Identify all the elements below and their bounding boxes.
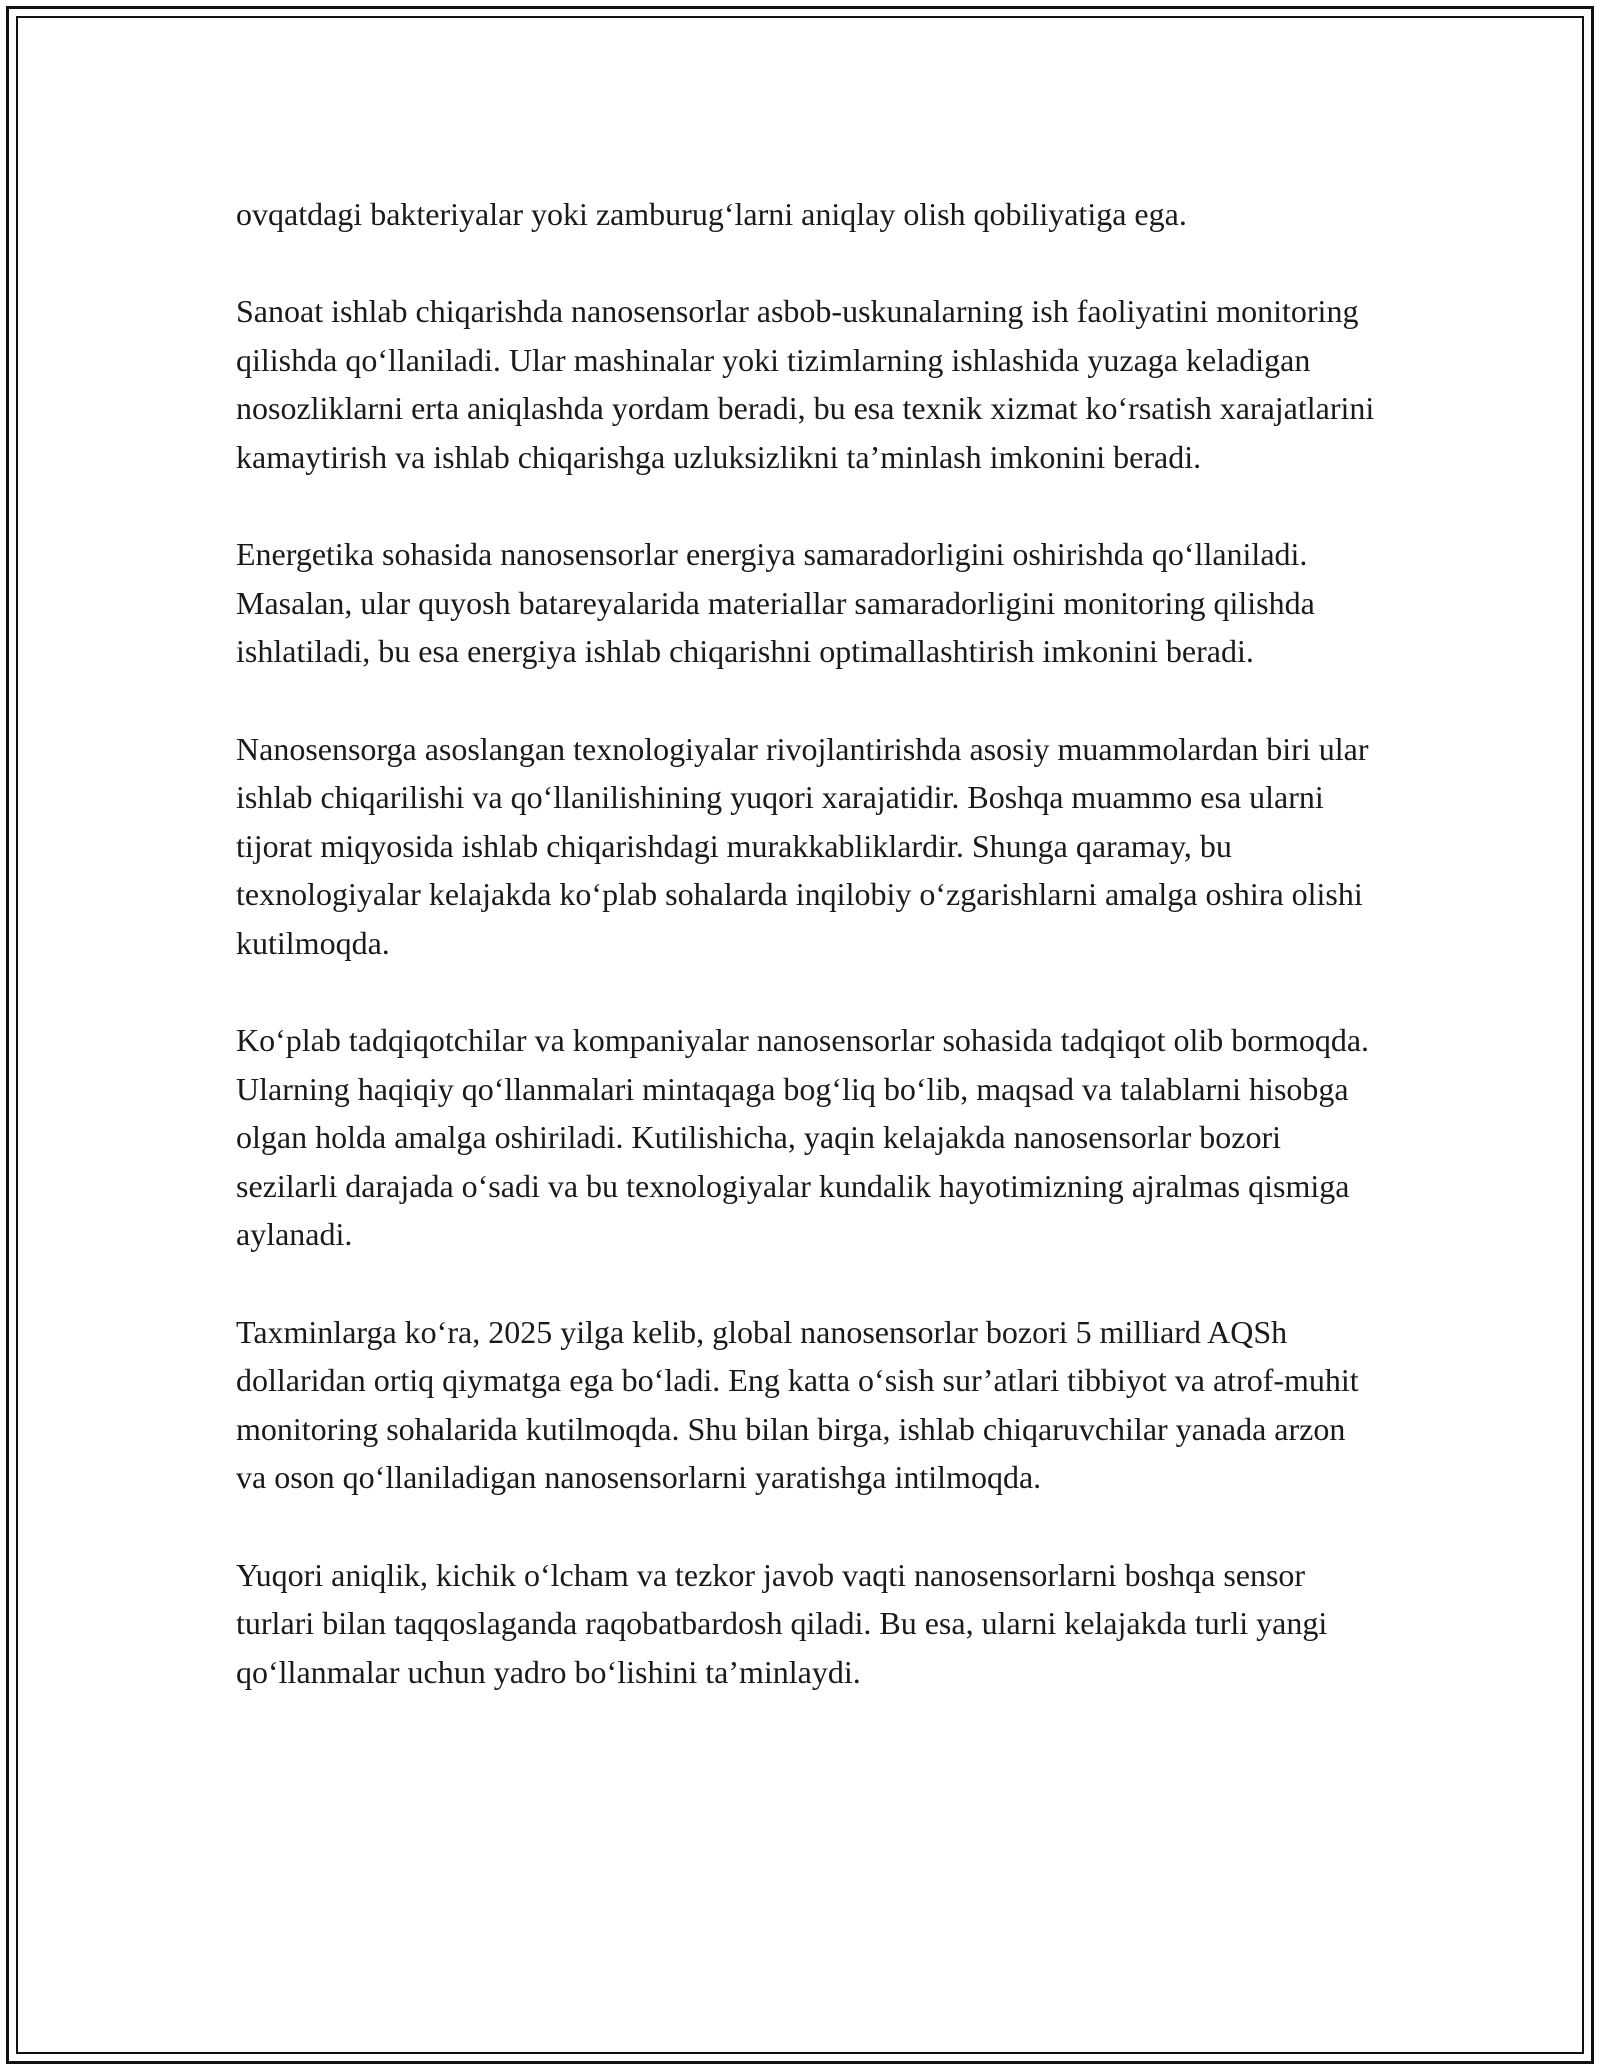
paragraph-challenges: Nanosensorga asoslangan texnologiyalar rivojlantirishda asosiy muammolardan biri ular ishlab chiqarilishi va qo‘llanilishining yuqori xarajatidir. Boshqa muammo esa ularni tijorat miqyosida ishlab chiqarishdagi murakkabliklardir. Shunga qaramay, bu texnologiyalar kelajakda ko‘plab sohalarda inqilobiy o‘zgarishlarni amalga oshira olishi kutilmoqda. xyxy=(236,730,1369,961)
paragraph-energy-use: Energetika sohasida nanosensorlar energiya samaradorligini oshirishda qo‘llaniladi. Masalan, ular quyosh batareyalarida materiallar samaradorligini monitoring qilishda ishlatiladi, bu esa energiya ishlab chiqarishni optimallashtirish imkonini beradi. xyxy=(236,536,1315,670)
paragraph-industrial-use: Sanoat ishlab chiqarishda nanosensorlar asbob-uskunalarning ish faoliyatini monitoring qilishda qo‘llaniladi. Ular mashinalar yoki tizimlarning ishlashida yuzaga keladigan nosozliklarni erta aniqlashda yordam beradi, bu esa texnik xizmat ko‘rsatish xarajatlarini kamaytirish va ishlab chiqarishga uzluksizlikni ta’minlash imkonini beradi. xyxy=(236,293,1375,475)
paragraph-food-detection: ovqatdagi bakteriyalar yoki zamburug‘larni aniqlay olish qobiliyatiga ega. xyxy=(236,196,1187,232)
paragraph-advantages: Yuqori aniqlik, kichik o‘lcham va tezkor javob vaqti nanosensorlarni boshqa sensor turlari bilan taqqoslaganda raqobatbardosh qiladi. Bu esa, ularni kelajakda turli yangi qo‘llanmalar uchun yadro bo‘lishini ta’minlaydi. xyxy=(236,1556,1328,1690)
document-body xyxy=(236,190,1376,1696)
paragraph-market-forecast: Taxminlarga ko‘ra, 2025 yilga kelib, global nanosensorlar bozori 5 milliard AQSh dollaridan ortiq qiymatga ega bo‘ladi. Eng katta o‘sish sur’atlari tibbiyot va atrof-muhit monitoring sohalarida kutilmoqda. Shu bilan birga, ishlab chiqaruvchilar yanada arzon va oson qo‘llaniladigan nanosensorlarni yaratishga intilmoqda. xyxy=(236,1313,1359,1496)
paragraph-research: Ko‘plab tadqiqotchilar va kompaniyalar nanosensorlar sohasida tadqiqot olib bormoqda. Ularning haqiqiy qo‘llanmalari mintaqaga bog‘liq bo‘lib, maqsad va talablarni hisobga olgan holda amalga oshiriladi. Kutilishicha, yaqin kelajakda nanosensorlar bozori sezilarli darajada o‘sadi va bu texnologiyalar kundalik hayotimizning ajralmas qismiga aylanadi. xyxy=(236,1022,1370,1253)
